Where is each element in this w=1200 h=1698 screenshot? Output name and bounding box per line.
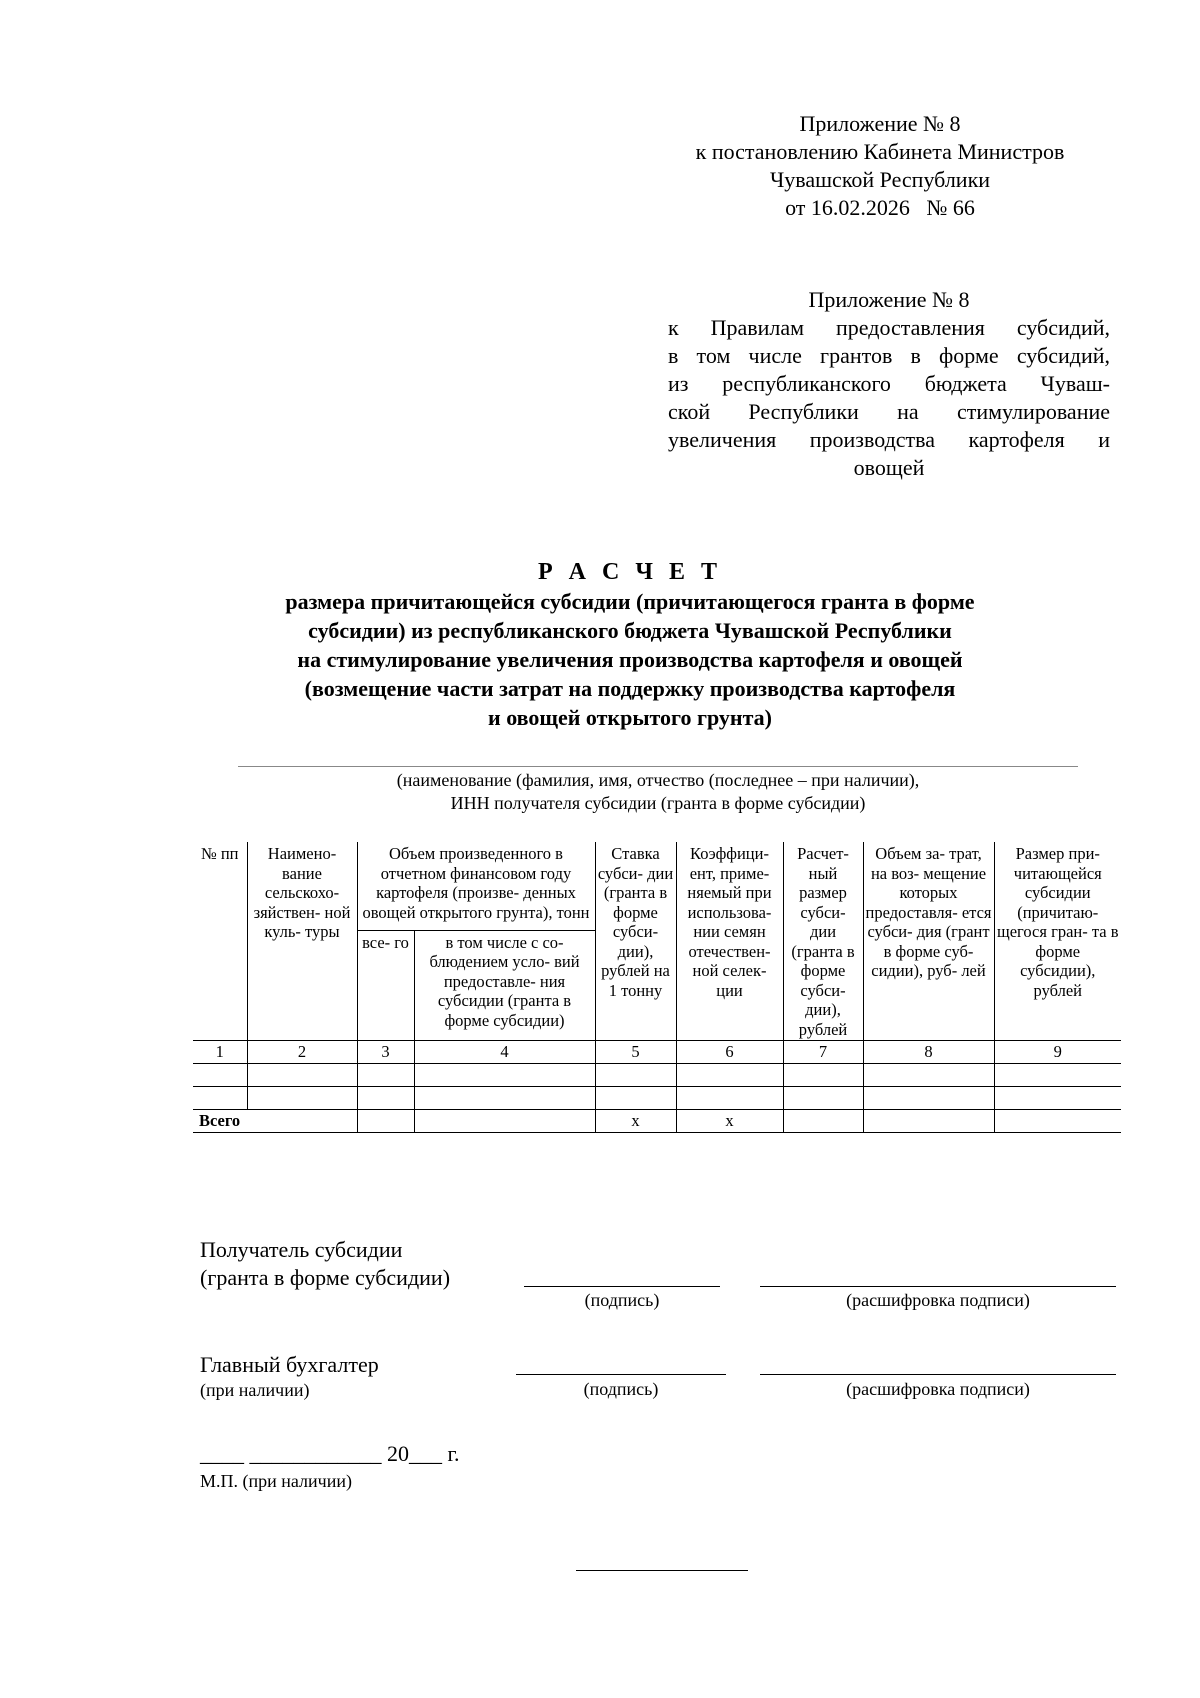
- recipient-label-line: (гранта в форме субсидии): [200, 1265, 451, 1290]
- table-cell[interactable]: [863, 1064, 994, 1087]
- closing-separator: [576, 1570, 748, 1571]
- header-due-amount: Размер при- читающейся субсидии (причитаю- щегося гран- та в форме субсидии), рублей: [994, 842, 1121, 1041]
- header-crop-name: Наимено- вание сельскохо- зяйствен- ной куль- туры: [247, 842, 357, 1041]
- seal-caption: М.П. (при наличии): [200, 1471, 352, 1491]
- total-volume-compliant[interactable]: [414, 1110, 595, 1133]
- accountant-label-line: Главный бухгалтер: [200, 1352, 379, 1377]
- accountant-decoding-caption: (расшифровка подписи): [846, 1379, 1030, 1399]
- header-number: № пп: [193, 842, 247, 1041]
- header-volume-group: Объем произведенного в отчетном финансовом году картофеля (произве- денных овощей открытого грунта), тонн: [357, 842, 595, 930]
- column-number: 4: [414, 1041, 595, 1064]
- table-cell[interactable]: [247, 1087, 357, 1110]
- table-cell[interactable]: [414, 1087, 595, 1110]
- header-coefficient: Коэффици- ент, приме- няемый при использова- нии семян отечествен- ной селек- ции: [676, 842, 783, 1041]
- column-number: 9: [994, 1041, 1121, 1064]
- header-rate: Ставка субси- дии (гранта в форме субси- дии), рублей на 1 тонну: [595, 842, 676, 1041]
- header-volume-total: все- го: [357, 930, 414, 1040]
- title-line: (возмещение части затрат на поддержку производства картофеля: [304, 676, 956, 701]
- total-rate: x: [595, 1110, 676, 1133]
- accountant-signature-label: [200, 1351, 379, 1402]
- recipient-caption-line: ИНН получателя субсидии (гранта в форме субсидии): [450, 793, 866, 813]
- recipient-name-line[interactable]: [238, 766, 1078, 767]
- table-cell[interactable]: [676, 1064, 783, 1087]
- table-cell[interactable]: [783, 1087, 863, 1110]
- accountant-signature-line[interactable]: [516, 1374, 726, 1375]
- title-line: размера причитающейся субсидии (причитающегося гранта в форме: [285, 589, 975, 614]
- column-numbers-row: [193, 1041, 1121, 1064]
- table-cell[interactable]: [247, 1064, 357, 1087]
- table-header-row: [193, 842, 1121, 930]
- table-cell[interactable]: [595, 1064, 676, 1087]
- recipient-name-caption: [238, 769, 1078, 815]
- column-number: 8: [863, 1041, 994, 1064]
- table-cell[interactable]: [783, 1064, 863, 1087]
- title-line: на стимулирование увеличения производства картофеля и овощей: [297, 647, 963, 672]
- recipient-signature-caption: (подпись): [584, 1290, 660, 1310]
- recipient-signature-line[interactable]: [524, 1286, 720, 1287]
- recipient-signature-label: [200, 1236, 450, 1292]
- recipient-decoding-line[interactable]: [760, 1286, 1116, 1287]
- accountant-decoding-line[interactable]: [760, 1374, 1116, 1375]
- annex-rules-line: из республиканского бюджета Чуваш-: [668, 371, 1110, 396]
- annex-rules-first-line: Приложение № 8: [808, 287, 970, 312]
- table-cell[interactable]: [357, 1087, 414, 1110]
- table-cell[interactable]: [193, 1087, 247, 1110]
- table-cell[interactable]: [994, 1064, 1121, 1087]
- table-cell[interactable]: [357, 1064, 414, 1087]
- annex-resolution-line: Приложение № 8: [799, 111, 961, 136]
- total-label: Всего: [193, 1110, 357, 1133]
- total-coefficient: x: [676, 1110, 783, 1133]
- title-line: субсидии) из республиканского бюджета Чувашской Республики: [308, 618, 952, 643]
- total-costs-volume[interactable]: [863, 1110, 994, 1133]
- annex-resolution-header: [660, 110, 1100, 222]
- header-volume-compliant: в том числе с со- блюдением усло- вий предоставле- ния субсидии (гранта в форме субсидии): [414, 930, 595, 1040]
- total-row: [193, 1110, 1121, 1133]
- total-due-amount[interactable]: [994, 1110, 1121, 1133]
- table-row: [193, 1064, 1121, 1087]
- document-title: [200, 557, 1060, 732]
- annex-rules-header: [668, 286, 1110, 482]
- column-number: 6: [676, 1041, 783, 1064]
- total-estimated-size[interactable]: [783, 1110, 863, 1133]
- column-number: 7: [783, 1041, 863, 1064]
- recipient-decoding-caption: (расшифровка подписи): [846, 1290, 1030, 1310]
- accountant-label-line: (при наличии): [200, 1380, 310, 1400]
- annex-resolution-line: к постановлению Кабинета Министров: [695, 139, 1065, 164]
- table-cell[interactable]: [193, 1064, 247, 1087]
- annex-rules-line: к Правилам предоставления субсидий,: [668, 315, 1110, 340]
- header-costs-volume: Объем за- трат, на воз- мещение которых предоставля- ется субси- дия (грант в форме суб- сидии), руб- лей: [863, 842, 994, 1041]
- header-estimated-size: Расчет- ный размер субси- дии (гранта в форме субси- дии), рублей: [783, 842, 863, 1041]
- annex-rules-line: увеличения производства картофеля и: [668, 427, 1110, 452]
- column-number: 5: [595, 1041, 676, 1064]
- column-number: 2: [247, 1041, 357, 1064]
- recipient-caption-line: (наименование (фамилия, имя, отчество (последнее – при наличии),: [396, 770, 920, 790]
- recipient-label-line: Получатель субсидии: [200, 1237, 403, 1262]
- calculation-table: [193, 842, 1121, 1133]
- table-cell[interactable]: [414, 1064, 595, 1087]
- title-line: и овощей открытого грунта): [488, 705, 772, 730]
- annex-resolution-line: от 16.02.2026 № 66: [785, 195, 975, 220]
- annex-rules-last-line: овощей: [853, 455, 925, 480]
- annex-rules-line: в том числе грантов в форме субсидий,: [668, 343, 1110, 368]
- table-cell[interactable]: [676, 1087, 783, 1110]
- table-cell[interactable]: [863, 1087, 994, 1110]
- title-heading: Р А С Ч Е Т: [538, 559, 722, 585]
- total-volume[interactable]: [357, 1110, 414, 1133]
- table-cell[interactable]: [994, 1087, 1121, 1110]
- column-number: 1: [193, 1041, 247, 1064]
- date-field[interactable]: ____ ____________ 20___ г.: [200, 1441, 460, 1466]
- column-number: 3: [357, 1041, 414, 1064]
- table-row: [193, 1087, 1121, 1110]
- table-cell[interactable]: [595, 1087, 676, 1110]
- accountant-signature-caption: (подпись): [583, 1379, 659, 1399]
- annex-rules-line: ской Республики на стимулирование: [668, 399, 1110, 424]
- annex-resolution-line: Чувашской Республики: [769, 167, 991, 192]
